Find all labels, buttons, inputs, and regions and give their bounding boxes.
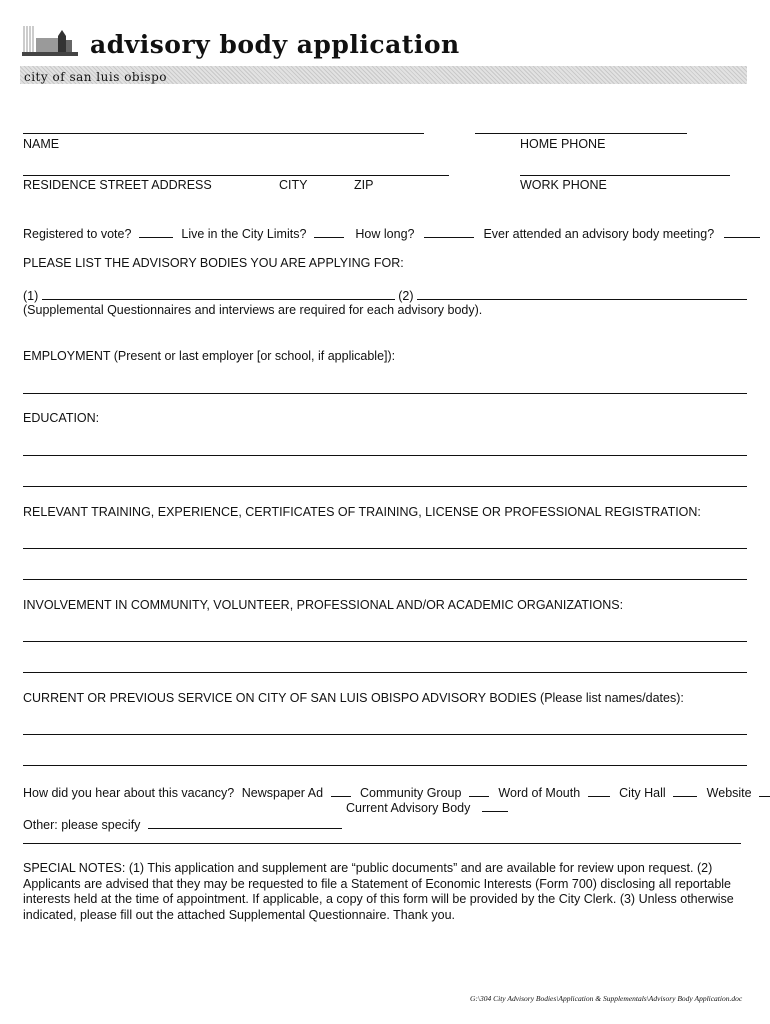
city-hall-label: City Hall [619, 786, 666, 800]
choice-1-label: (1) [23, 289, 39, 303]
address-label: RESIDENCE STREET ADDRESS [23, 178, 212, 192]
address-field[interactable] [23, 175, 449, 176]
home-phone-field[interactable] [475, 133, 687, 134]
training-heading: RELEVANT TRAINING, EXPERIENCE, CERTIFICATES OF TRAINING, LICENSE OR PROFESSIONAL REGISTRATION: [23, 505, 701, 519]
registered-label: Registered to vote? [23, 227, 132, 241]
vacancy-question: How did you hear about this vacancy? [23, 786, 235, 800]
home-phone-label: HOME PHONE [520, 137, 606, 151]
other-line[interactable] [23, 843, 741, 844]
education-heading: EDUCATION: [23, 411, 100, 425]
service-line[interactable] [23, 765, 747, 766]
other-row [23, 816, 342, 832]
newspaper-label: Newspaper Ad [241, 786, 324, 800]
involvement-heading: INVOLVEMENT IN COMMUNITY, VOLUNTEER, PROFESSIONAL AND/OR ACADEMIC ORGANIZATIONS: [23, 598, 624, 612]
zip-label: ZIP [354, 178, 374, 192]
training-line[interactable] [23, 579, 747, 580]
employment-heading: EMPLOYMENT (Present or last employer [or school, if applicable]): [23, 349, 396, 363]
training-line[interactable] [23, 548, 747, 549]
community-label: Community Group [360, 786, 462, 800]
service-heading: CURRENT OR PREVIOUS SERVICE ON CITY OF SAN LUIS OBISPO ADVISORY BODIES (Please list names/dates): [23, 691, 684, 705]
city-label: CITY [279, 178, 308, 192]
other-label: Other: please specify [23, 818, 141, 832]
community-field[interactable] [469, 784, 489, 797]
website-field[interactable] [759, 784, 770, 797]
vacancy-row [23, 784, 770, 800]
work-phone-field[interactable] [520, 175, 730, 176]
word-label: Word of Mouth [498, 786, 581, 800]
questions-row [23, 225, 760, 241]
choice-1-field[interactable] [42, 287, 395, 300]
choice-2-field[interactable] [417, 287, 747, 300]
service-line[interactable] [23, 734, 747, 735]
education-line[interactable] [23, 486, 747, 487]
current-body-field[interactable] [482, 799, 508, 812]
employment-line[interactable] [23, 393, 747, 394]
city-logo-icon [22, 22, 78, 62]
registered-field[interactable] [139, 225, 173, 238]
city-hall-field[interactable] [673, 784, 697, 797]
newspaper-field[interactable] [331, 784, 351, 797]
apply-for-heading: PLEASE LIST THE ADVISORY BODIES YOU ARE APPLYING FOR: [23, 256, 404, 270]
form-subtitle: city of san luis obispo [24, 70, 167, 84]
choice-2-label: (2) [398, 289, 414, 303]
other-field[interactable] [148, 816, 342, 829]
word-field[interactable] [588, 784, 610, 797]
city-limits-label: Live in the City Limits? [181, 227, 307, 241]
involvement-line[interactable] [23, 641, 747, 642]
file-path-footer: G:\304 City Advisory Bodies\Application & Supplementals\Advisory Body Application.doc [470, 994, 743, 1003]
education-line[interactable] [23, 455, 747, 456]
special-notes: SPECIAL NOTES: (1) This application and supplement are “public documents” and are available for review upon request. (2) Applicants are advised that they may be requested to file a Statement of Economic Interests (Form 700) disclosing all reportable interests held at the time of appointment. If applicable, a copy of this form will be provided by the City Clerk. (3) Unless otherwise indicated, please fill out the attached Supplemental Questionnaire. Thank you. [23, 861, 734, 922]
attended-field[interactable] [724, 225, 760, 238]
work-phone-label: WORK PHONE [520, 178, 607, 192]
city-limits-field[interactable] [314, 225, 344, 238]
name-field[interactable] [23, 133, 424, 134]
involvement-line[interactable] [23, 672, 747, 673]
current-body-row [346, 799, 508, 815]
supplemental-note: (Supplemental Questionnaires and interviews are required for each advisory body). [23, 303, 483, 317]
form-title: advisory body application [90, 30, 460, 59]
website-label: Website [706, 786, 752, 800]
attended-label: Ever attended an advisory body meeting? [483, 227, 715, 241]
how-long-field[interactable] [424, 225, 474, 238]
choices-row [23, 287, 747, 303]
how-long-label: How long? [355, 227, 415, 241]
current-body-label: Current Advisory Body [346, 801, 471, 815]
name-label: NAME [23, 137, 60, 151]
